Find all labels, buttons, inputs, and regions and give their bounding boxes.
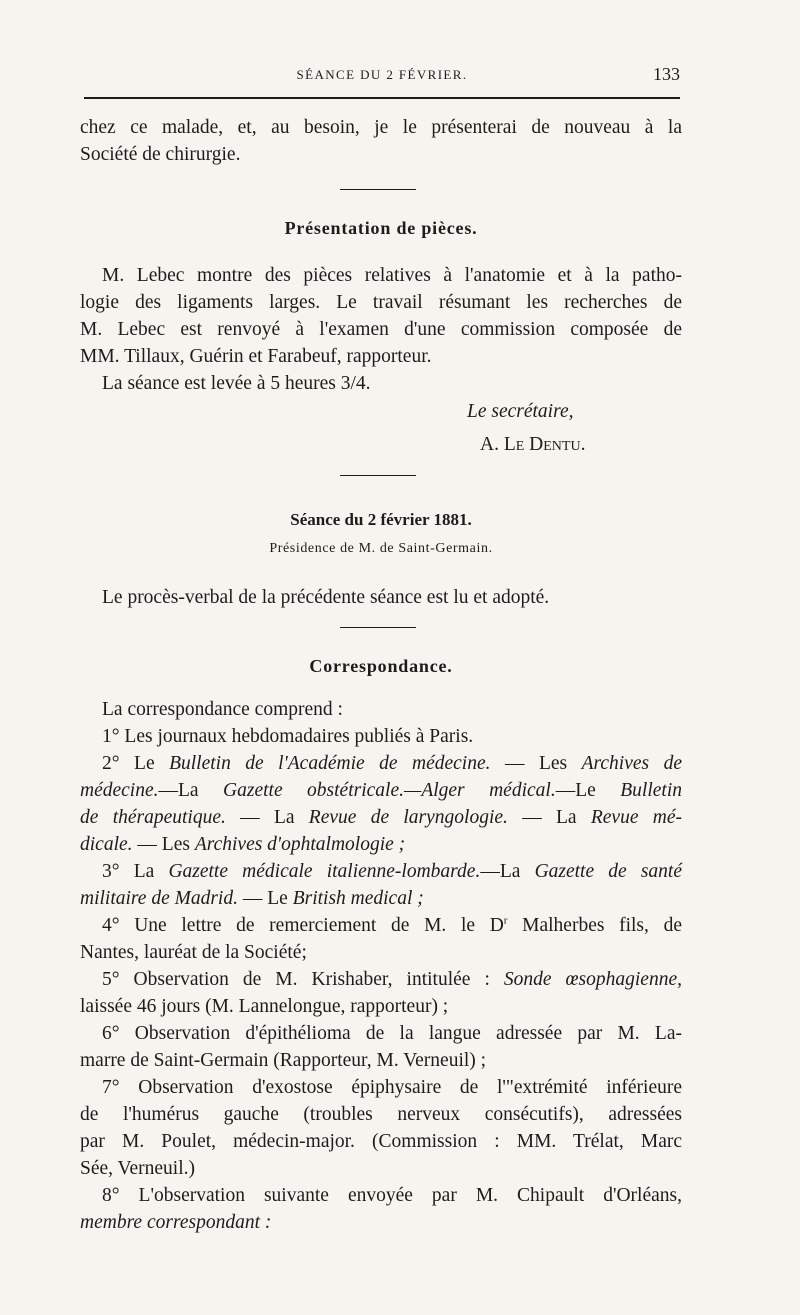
seance-title: Séance du 2 février 1881.: [290, 510, 472, 529]
text-line: laissée 46 jours (M. Lannelongue, rapporteur) ;: [80, 996, 449, 1017]
text-line: La correspondance comprend :: [102, 699, 343, 720]
header-rule: [84, 97, 680, 99]
running-title: SÉANCE DU 2 FÉVRIER.: [296, 67, 468, 82]
list-item-3: 3° La Gazette médicale italienne-lombarde.—La Gazette de santé: [102, 861, 683, 882]
running-head: [84, 64, 680, 88]
text-line: marre de Saint-Germain (Rapporteur, M. Verneuil) ;: [80, 1050, 487, 1071]
section-heading-correspondance: Correspondance.: [309, 656, 453, 676]
text-line: de thérapeutique. — La Revue de laryngologie. — La Revue mé-: [80, 807, 682, 828]
section-divider: [340, 627, 416, 628]
closing-paragraph: [80, 370, 682, 397]
text-line: Société de chirurgie.: [80, 144, 241, 165]
list-item-7: 7° Observation d'exostose épiphysaire de l'"extrémité inférieure: [102, 1077, 682, 1098]
list-item-2: 2° Le Bulletin de l'Académie de médecine. — Les Archives de: [102, 753, 683, 774]
text-line: par M. Poulet, médecin-major. (Commission : MM. Trélat, Marc: [80, 1131, 682, 1152]
signature-title: Le secrétaire,: [467, 401, 574, 422]
text-line: de l'humérus gauche (troubles nerveux consécutifs), adressées: [80, 1104, 682, 1125]
list-item-8: 8° L'observation suivante envoyée par M. Chipault d'Orléans,: [102, 1185, 682, 1206]
page-number: 133: [653, 64, 680, 84]
section-divider: [340, 189, 416, 190]
text-line: militaire de Madrid. — Le British medical ;: [80, 888, 424, 909]
list-item-4: 4° Une lettre de remerciement de M. le $D^r$ Malherbes fils, de: [102, 914, 682, 936]
text-line: La séance est levée à 5 heures 3/4.: [102, 373, 371, 394]
text-line: dicale. — Les Archives d'ophtalmologie ;: [80, 834, 406, 855]
text-line: Sée, Verneuil.): [80, 1158, 195, 1179]
list-item-6: 6° Observation d'épithélioma de la langue adressée par M. La-: [102, 1023, 682, 1044]
text-line: logie des ligaments larges. Le travail résumant les recherches de: [80, 292, 682, 313]
text-line: Le procès-verbal de la précédente séance est lu et adopté.: [102, 587, 550, 608]
signature-name: A. Le Dentu.: [480, 434, 586, 455]
text-line: membre correspondant :: [80, 1212, 272, 1233]
text-line: médecine.—La Gazette obstétricale.—Alger médical.—Le Bulletin: [80, 780, 682, 801]
section-heading-presentation: Présentation de pièces.: [284, 218, 478, 238]
continuation-paragraph: [80, 114, 682, 168]
list-item-1: 1° Les journaux hebdomadaires publiés à Paris.: [102, 726, 474, 747]
correspondance-list: [80, 696, 682, 1236]
presentation-paragraph: [80, 262, 682, 370]
text-line: M. Lebec est renvoyé à l'examen d'une commission composée de: [80, 319, 682, 340]
list-item-5: 5° Observation de M. Krishaber, intitulée : Sonde œsophagienne,: [102, 969, 682, 990]
text-line: M. Lebec montre des pièces relatives à l'anatomie et à la patho-: [102, 265, 682, 286]
text-line: MM. Tillaux, Guérin et Farabeuf, rapporteur.: [80, 346, 432, 367]
presidence-line: Présidence de M. de Saint-Germain.: [269, 541, 493, 556]
text-line: Nantes, lauréat de la Société;: [80, 942, 307, 963]
text-line: chez ce malade, et, au besoin, je le présenterai de nouveau à la: [80, 117, 682, 138]
section-divider: [340, 475, 416, 476]
proces-verbal-paragraph: [80, 584, 682, 611]
